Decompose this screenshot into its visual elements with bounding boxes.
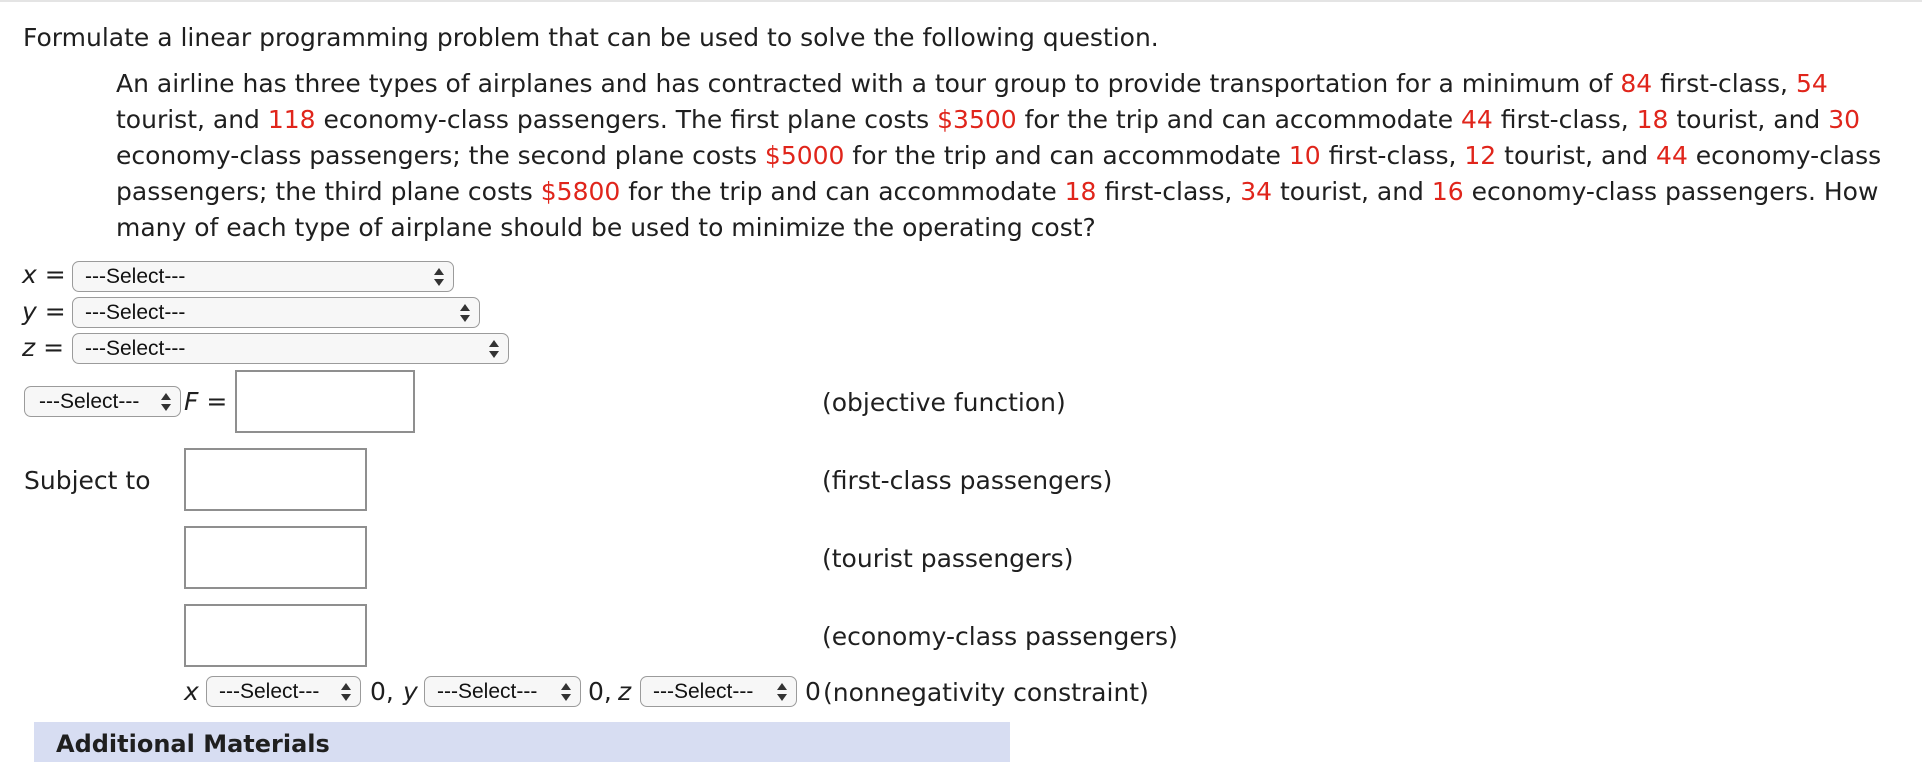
y-definition-label: y = [22,297,66,326]
nonneg-y-label: y [403,677,418,706]
y-definition-select[interactable]: ---Select--- [72,297,480,328]
objective-type-select[interactable]: ---Select--- [24,386,181,417]
nonneg-z-zero: 0 [805,677,821,706]
tourist-constraint-input[interactable] [184,526,367,589]
select-arrows-icon [161,393,171,411]
x-definition-select[interactable]: ---Select--- [72,261,454,292]
nonneg-y-select[interactable]: ---Select--- [424,676,581,707]
question-intro: Formulate a linear programming problem that can be used to solve the following question. [23,23,1159,52]
select-arrows-icon [341,683,351,701]
x-definition-label: x = [22,260,66,289]
z-definition-select[interactable]: ---Select--- [72,333,509,364]
economy-constraint-note: (economy-class passengers) [822,622,1178,651]
select-arrows-icon [777,683,787,701]
first-class-constraint-input[interactable] [184,448,367,511]
nonneg-y-zero: 0, [588,677,612,706]
additional-materials-header[interactable] [34,722,1010,762]
nonneg-z-select[interactable]: ---Select--- [640,676,797,707]
select-arrows-icon [561,683,571,701]
nonneg-x-zero: 0, [370,677,394,706]
nonneg-z-label: z [618,677,632,706]
economy-constraint-input[interactable] [184,604,367,667]
first-class-constraint-note: (first-class passengers) [822,466,1113,495]
nonneg-x-label: x [184,677,199,706]
additional-materials-title: Additional Materials [56,730,330,758]
nonnegativity-note: (nonnegativity constraint) [823,678,1149,707]
objective-function-input[interactable] [235,370,415,433]
top-divider [0,0,1922,2]
nonneg-x-select[interactable]: ---Select--- [206,676,361,707]
problem-statement: An airline has three types of airplanes and has contracted with a tour group to provide transportation for a minimum of 84 first-class, 54 tourist, and 118 economy-class passengers. The first plane costs $3500 for the trip and can accommodate 44 first-class, 18 tourist, and 30 economy-class passengers; the second plane costs $5000 for the trip and can accommodate 10 first-class, 12 tourist, and 44 economy-class passengers; the third plane costs $5800 for the trip and can accommodate 18 first-class, 34 tourist, and 16 economy-class passengers. How many of each type of airplane should be used to minimize the operating cost? [116,69,1882,242]
select-arrows-icon [460,304,470,322]
objective-label: F = [184,387,228,416]
select-arrows-icon [434,268,444,286]
select-arrows-icon [489,340,499,358]
subject-to-label: Subject to [24,466,151,495]
z-definition-label: z = [22,333,65,362]
tourist-constraint-note: (tourist passengers) [822,544,1074,573]
objective-function-note: (objective function) [822,388,1066,417]
